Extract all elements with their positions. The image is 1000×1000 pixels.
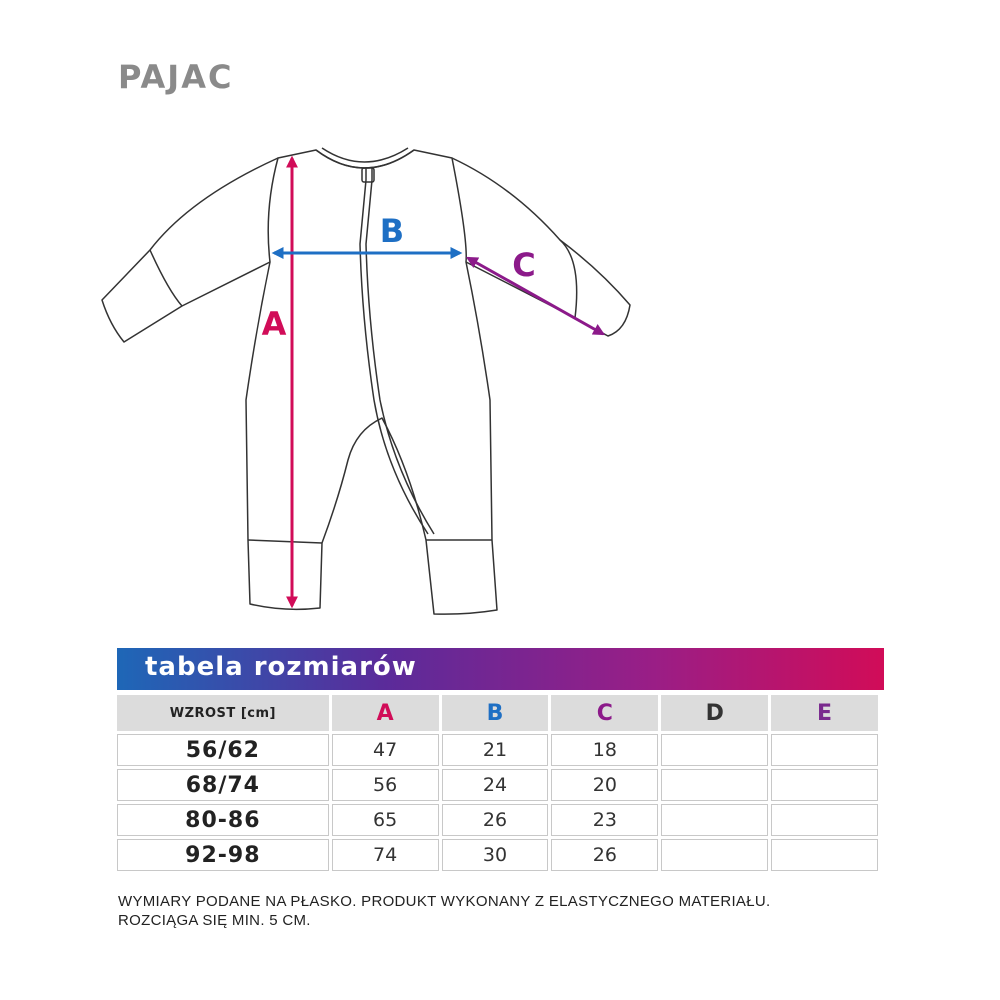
table-row [117,804,878,836]
footnote [118,892,898,930]
cell-d [661,804,768,836]
header-col-e: E [771,695,878,731]
cell-b: 26 [442,804,549,836]
label-b: B [379,212,405,250]
header-col-c: C [551,695,658,731]
cell-a: 74 [332,839,439,871]
size-table [114,692,881,874]
footnote-line-2: ROZCIĄGA SIĘ MIN. 5 CM. [118,912,311,929]
cell-c: 20 [551,769,658,801]
cell-e [771,839,878,871]
row-size: 56/62 [117,734,329,766]
header-col-b: B [442,695,549,731]
cell-d [661,769,768,801]
label-c: C [512,246,536,284]
cell-d [661,839,768,871]
cell-e [771,804,878,836]
header-col-a: A [332,695,439,731]
row-size: 68/74 [117,769,329,801]
cell-b: 24 [442,769,549,801]
cell-e [771,734,878,766]
romper-outline [102,148,630,614]
table-header-row [117,695,878,731]
cell-d [661,734,768,766]
cell-c: 23 [551,804,658,836]
cell-a: 47 [332,734,439,766]
cell-e [771,769,878,801]
cell-a: 65 [332,804,439,836]
cell-c: 18 [551,734,658,766]
table-row [117,734,878,766]
size-table-title: tabela rozmiarów [145,652,417,682]
cell-c: 26 [551,839,658,871]
row-size: 92-98 [117,839,329,871]
cell-a: 56 [332,769,439,801]
header-height-label: WZROST [cm] [117,695,329,731]
footnote-line-1: WYMIARY PODANE NA PŁASKO. PRODUKT WYKONANY Z ELASTYCZNEGO MATERIAŁU. [118,893,771,910]
header-col-d: D [661,695,768,731]
cell-b: 30 [442,839,549,871]
page-title: PAJAC [118,58,234,96]
row-size: 80-86 [117,804,329,836]
table-row [117,839,878,871]
table-row [117,769,878,801]
cell-b: 21 [442,734,549,766]
label-a: A [261,305,287,343]
size-table-title-bar [117,648,884,690]
